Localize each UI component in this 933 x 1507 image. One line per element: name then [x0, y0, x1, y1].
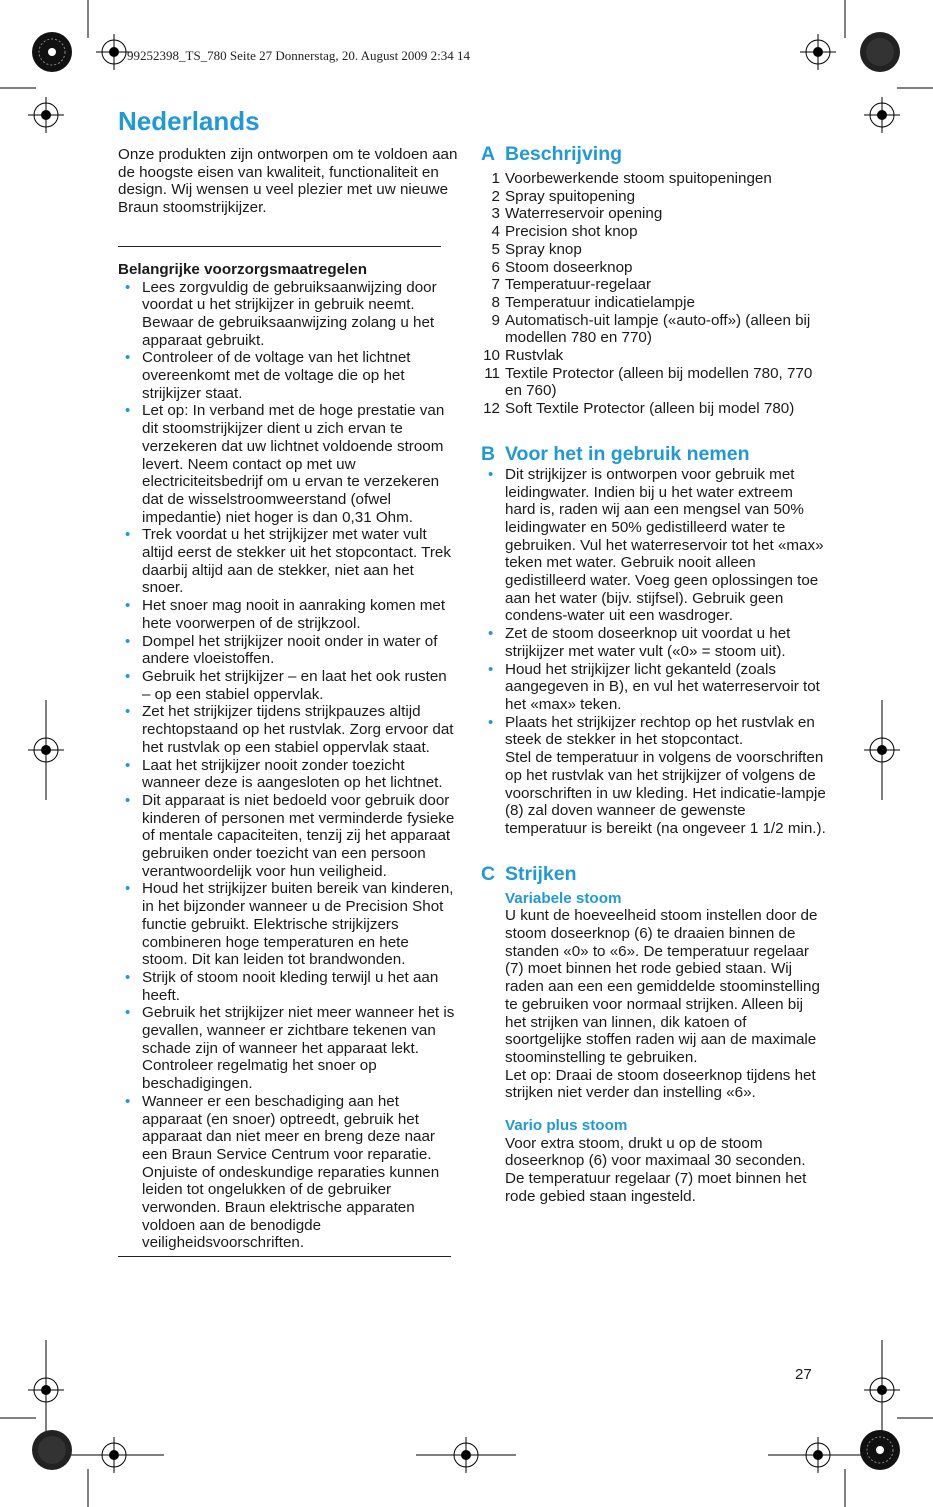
right-column — [481, 142, 826, 1206]
list-item: 9 Automatisch-uit lampje («auto-off») (alleen bij modellen 780 en 770) — [491, 311, 811, 347]
safety-heading: Belangrijke voorzorgsmaatregelen — [118, 260, 367, 278]
setup-list — [481, 466, 826, 749]
list-item: • Houd het strijkijzer licht gekanteld (zoals aangegeven in B), en vul het waterreservoir tot het «max» teken. — [488, 660, 820, 713]
divider — [118, 246, 441, 247]
registration-target-icon — [64, 1437, 164, 1473]
list-item: • Trek voordat u het strijkijzer met water vult altijd eerst de stekker uit het stopcontact. Trek daarbij altijd aan de stekker, niet aan het snoer. — [125, 526, 451, 597]
list-item: • Lees zorgvuldig de gebruiksaanwijzing door voordat u het strijkijzer in gebruik neemt. Bewaar de gebruiksaanwijzing zolang u het apparaat gebruikt. — [125, 278, 437, 349]
list-item: 10 Rustvlak — [483, 347, 564, 365]
list-item: 11 Textile Protector (alleen bij modellen 780, 770 en 760) — [484, 364, 813, 400]
registration-target-icon — [28, 97, 64, 133]
registration-target-icon — [864, 1340, 900, 1440]
list-item: • Zet het strijkijzer tijdens strijkpauzes altijd rechtopstaand op het rustvlak. Zorg ervoor dat het rustvlak op een stabiel oppervlak staat. — [125, 703, 454, 756]
registration-target-icon — [28, 1340, 64, 1440]
registration-target-icon — [864, 97, 900, 133]
color-wheel-icon — [860, 32, 900, 72]
print-slug: 99252398_TS_780 Seite 27 Donnerstag, 20. August 2009 2:34 14 — [127, 48, 471, 63]
registration-target-icon — [800, 34, 836, 70]
list-item: • Dit apparaat is niet bedoeld voor gebruik door kinderen of personen met verminderde fysieke of mentale capaciteiten, tenzij zij het apparaat gebruiken onder toezicht van een persoon verantwoordelijk voor hun veiligheid. — [125, 791, 455, 880]
list-item: • Laat het strijkijzer nooit zonder toezicht wanneer deze is aangesloten op het lichtnet. — [125, 756, 443, 792]
vario-plus-heading: Vario plus stoom — [505, 1117, 628, 1135]
list-item: • Gebruik het strijkijzer – en laat het ook rusten – op een stabiel oppervlak. — [125, 667, 447, 703]
section-b-heading: B Voor het in gebruik nemen — [481, 442, 750, 465]
color-wheel-icon — [32, 32, 72, 72]
list-item: 5 Spray knop — [491, 240, 582, 258]
left-column — [118, 146, 458, 1257]
list-item: 6 Stoom doseerknop — [491, 258, 633, 276]
temperature-paragraph: Stel de temperatuur in volgens de voorschriften op het rustvlak van het strijkijzer of volgens de voorschriften in uw kleding. Het indicatie-lampje (8) zal doven wanneer de gewenste temperatuur is bereikt (na ongeveer 1 1/2 min.). — [505, 749, 826, 837]
list-item: • Wanneer er een beschadiging aan het apparaat (en snoer) optreedt, gebruik het apparaat dan niet meer en breng deze naar een Braun Service Centrum voor reparatie. Onjuiste of ondeskundige reparaties kunnen leiden tot ongelukken of de gebruiker verwonden. Braun elektrische apparaten voldoen aan de benodigde veiligheidsvoorschriften. — [125, 1092, 440, 1252]
color-wheel-icon — [32, 1430, 72, 1470]
registration-target-icon — [416, 1437, 516, 1473]
list-item: • Het snoer mag nooit in aanraking komen met hete voorwerpen of de strijkzool. — [125, 597, 446, 632]
vario-plus-paragraph: Voor extra stoom, drukt u op de stoom doseerknop (6) voor maximaal 30 seconden. — [505, 1134, 806, 1170]
list-item: 1 Voorbewerkende stoom spuitopeningen — [491, 170, 772, 187]
list-item: • Houd het strijkijzer buiten bereik van kinderen, in het bijzonder wanneer u de Precision Shot functie gebruikt. Elektrische strijkijzers combineren hoge temperaturen en hete stoom. Dit kan leiden tot brandwonden. — [125, 880, 454, 969]
safety-list — [118, 279, 458, 1253]
variable-steam-paragraph: U kunt de hoeveelheid stoom instellen door de stoom doseerknop (6) te draaien binnen de standen «0» to «6». De temperatuur regelaar (7) moet binnen het rode gebied staan. Wij raden aan een een gemiddelde stoominstelling te gebruiken voor normaal strijken. Alleen bij het strijken van linnen, dik katoen of soortgelijke stoffen raden wij aan de maximale stoominstelling te gebruiken. — [505, 907, 820, 1066]
section-c-heading: C Strijken — [481, 862, 577, 885]
variable-steam-note: Let op: Draai de stoom doseerknop tijdens het strijken niet verder dan instelling «6». — [505, 1066, 816, 1102]
list-item: • Plaats het strijkijzer rechtop op het rustvlak en steek de stekker in het stopcontact. — [488, 713, 815, 749]
registration-target-icon — [864, 700, 900, 800]
list-item: • Dompel het strijkijzer nooit onder in water of andere vloeistoffen. — [125, 632, 438, 668]
registration-target-icon — [768, 1437, 868, 1473]
registration-target-icon — [28, 700, 64, 800]
list-item: 7 Temperatuur-regelaar — [491, 276, 652, 294]
list-item: • Strijk of stoom nooit kleding terwijl u het aan heeft. — [125, 968, 439, 1004]
section-a-heading: A Beschrijving — [481, 143, 623, 165]
list-item: • Controleer of de voltage van het lichtnet overeenkomt met de voltage die op het strijkijzer staat. — [125, 349, 411, 402]
list-item: 2 Spray spuitopening — [491, 187, 636, 205]
list-item: 3 Waterreservoir opening — [491, 205, 663, 223]
list-item: 4 Precision shot knop — [491, 223, 638, 241]
parts-list — [481, 170, 826, 418]
vario-plus-note: De temperatuur regelaar (7) moet binnen het rode gebied staan ingesteld. — [505, 1170, 807, 1205]
color-wheel-icon — [860, 1430, 900, 1470]
variable-steam-heading: Variabele stoom — [505, 889, 622, 907]
list-item: • Dit strijkijzer is ontworpen voor gebruik met leidingwater. Indien bij u het water extreem hard is, raden wij aan een mengsel van 50% leidingwater en 50% gedistilleerd water te gebruiken. Vul het waterreservoir tot het «max» teken met water. Gebruik nooit alleen gedistilleerd water. Voeg geen oplossingen toe aan het water (bijv. stijfsel). Gebruik geen condens-water uit een wasdroger. — [488, 465, 824, 625]
list-item: • Let op: In verband met de hoge prestatie van dit stoomstrijkijzer dient u zich ervan te verzekeren dat uw lichtnet voldoende stroom levert. Neem contact op met uw electriciteitsbedrijf om u ervan te verzekeren dat de wisselstroomweerstand (ofwel impedantie) niet hoger is dan 0,31 Ohm. — [125, 402, 445, 526]
page-title: Nederlands — [118, 106, 260, 136]
page-number: 27 — [795, 1366, 812, 1383]
list-item: • Zet de stoom doseerknop uit voordat u het strijkijzer met water vult («0» = stoom uit). — [488, 625, 791, 660]
list-item: 8 Temperatuur indicatielampje — [491, 293, 695, 311]
divider — [118, 1256, 451, 1257]
list-item: • Gebruik het strijkijzer niet meer wanneer het is gevallen, wanneer er zichtbare tekenen van schade zijn of wanneer het apparaat lekt. Controleer regelmatig het snoer op beschadigingen. — [125, 1004, 455, 1093]
list-item: 12 Soft Textile Protector (alleen bij model 780) — [483, 400, 795, 418]
intro-paragraph: Onze produkten zijn ontworpen om te voldoen aan de hoogste eisen van kwaliteit, functionaliteit en design. Wij wensen u veel plezier met uw nieuwe Braun stoomstrijkijzer. — [118, 146, 458, 217]
